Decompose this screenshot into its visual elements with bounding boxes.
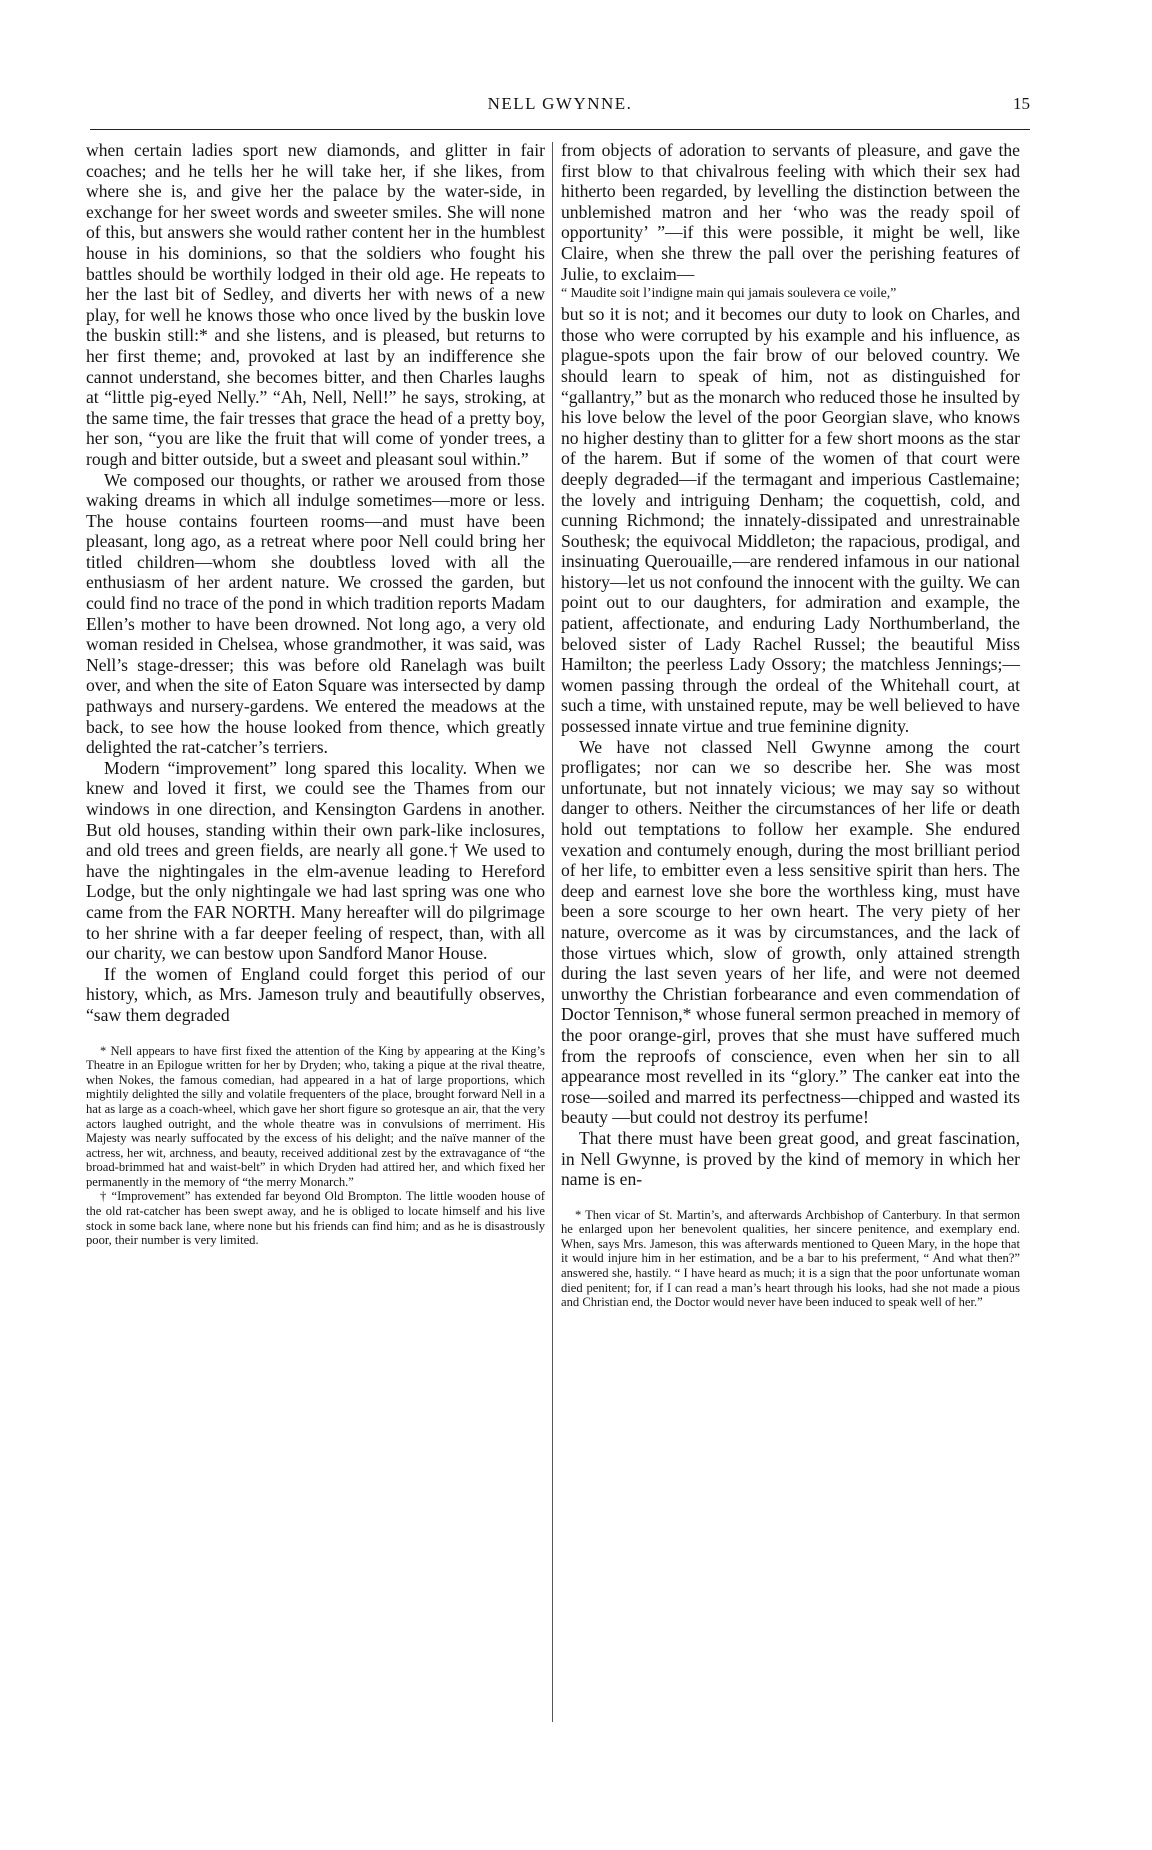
body-paragraph: from objects of adoration to servants of pleasure, and gave the first blow to that chivalrous feeling with which their sex had hitherto been regarded, by levelling the distinction between the unblemished matron and her ‘who was the ready spoil of opportunity’ ”—if this were possible, it might be well, like Claire, when she threw the pall over the perishing features of Julie, to exclaim— [561, 140, 1020, 284]
footnote: * Nell appears to have first fixed the attention of the King by appearing at the King’s Theatre in an Epilogue written for her by Dryden; who, taking a pique at the rival theatre, when Nokes, the famous comedian, had appeared in a hat of large proportions, which mightily delighted the silly and volatile frequenters of the place, brought forward Nell in a hat as large as a coach-wheel, which gave her short figure so grotesque an air, that the very actors laughed outright, and the whole theatre was in convulsions of merriment. His Majesty was nearly suffocated by the excess of his delight; and the naïve manner of the actress, her wit, archness, and beauty, received additional zest by the extravagance of “the broad-brimmed hat and waist-belt” in which Dryden had attired her, and which fixed her permanently in the memory of “the merry Monarch.” [86, 1043, 545, 1189]
body-paragraph: That there must have been great good, and great fascination, in Nell Gwynne, is proved by the kind of memory in which her name is en- [561, 1127, 1020, 1190]
footnote: * Then vicar of St. Martin’s, and afterwards Archbishop of Canterbury. In that sermon he enlarged upon her benevolent qualities, her sincere penitence, and exemplary end. When, says Mrs. Jameson, this was afterwards mentioned to Queen Mary, in the hope that it would injure him in her estimation, and be a bar to his preferment, “ And what then?” answered she, hastily. “ I have heard as much; it is a sign that the poor unfortunate woman died penitent; for, if I can read a man’s heart through his looks, had she not made a pious and Christian end, the Doctor would never have been induced to speak well of her.” [561, 1207, 1020, 1310]
right-footnotes [561, 1208, 1020, 1310]
running-header [90, 94, 1030, 122]
left-column [86, 140, 545, 1248]
body-paragraph: We have not classed Nell Gwynne among the court profligates; nor can we so describe her. She was most unfortunate, but not innately vicious; we may say so without danger to others. Neither the circumstances of her life or death hold out temptations to follow her example. She endured vexation and contumely enough, during the most brilliant period of her life, to embitter even a less sensitive spirit than hers. The deep and earnest love she bore the worthless king, must have been a sore scourge to her own heart. The very piety of her nature, overcome as it was by circumstances, and the lack of those virtues which, slow of growth, only attained strength during the last seven years of her life, and were not deemed unworthy the Christian forbearance and even commendation of Doctor Tennison,* whose funeral sermon preached in memory of the poor orange-girl, proves that she must have suffered much from the reproofs of conscience, even when her sin to all appearance most revelled in its “glory.” The canker eat into the rose—soiled and marred its perfectness—chipped and wasted its beauty —but could not destroy its perfume! [561, 736, 1020, 1128]
header-rule [90, 129, 1030, 130]
footnote: † “Improvement” has extended far beyond Old Brompton. The little wooden house of the old rat-catcher has been swept away, and he is obliged to locate himself and his live stock in some back lane, where none but his friends can find him; and as he is disastrously poor, their number is very limited. [86, 1189, 545, 1248]
running-title: NELL GWYNNE. [487, 94, 633, 113]
column-divider [552, 142, 553, 1722]
page-number: 15 [1013, 94, 1030, 113]
body-paragraph: Modern “improvement” long spared this locality. When we knew and loved it first, we could see the Thames from our windows in one direction, and Kensington Gardens in another. But old houses, standing within their own park-like inclosures, and old trees and green fields, are nearly all gone.† We used to have the nightingales in the elm-avenue leading to Hereford Lodge, but the only nightingale we had last spring was one who came from the FAR NORTH. Many hereafter will do pilgrimage to her shrine with a far deeper feeling of respect, than, with all our charity, we can bestow upon Sandford Manor House. [86, 757, 545, 964]
body-paragraph: If the women of England could forget this period of our history, which, as Mrs. Jameson truly and beautifully observes, “saw them degraded [86, 963, 545, 1025]
body-paragraph: We composed our thoughts, or rather we aroused from those waking dreams in which all indulge sometimes—more or less. The house contains fourteen rooms—and must have been pleasant, long ago, as a retreat where poor Nell could bring her titled children—whom she doubtless loved with all the enthusiasm of her ardent nature. We crossed the garden, but could find no trace of the pond in which tradition reports Madam Ellen’s mother to have been drowned. Not long ago, a very old woman resided in Chelsea, whose grandmother, it was said, was Nell’s stage-dresser; this was before old Ranelagh was built over, and when the site of Eaton Square was intersected by damp pathways and nursery-gardens. We entered the meadows at the back, to see how the house looked from thence, which greatly delighted the rat-catcher’s terriers. [86, 469, 545, 758]
french-quotation: “ Maudite soit l’indigne main qui jamais soulevera ce voile,” [561, 286, 897, 302]
right-column [561, 140, 1020, 1310]
body-paragraph: but so it is not; and it becomes our duty to look on Charles, and those who were corrupted by his example and his influence, as plague-spots upon the fair brow of our beloved country. We should learn to speak of him, not as distinguished for “gallantry,” but as the monarch who reduced those he insulted by his love below the level of the poor Georgian slave, who knows no higher destiny than to glitter for a few short moons as the star of the harem. But if some of the women of that court were deeply degraded—if the termagant and imperious Castlemaine; the lovely and intriguing Denham; the coquettish, cold, and cunning Richmond; the innately-dissipated and unrestrainable Southesk; the equivocal Middleton; the rapacious, prodigal, and insinuating Querouaille,—are rendered infamous in our national history—let us not confound the innocent with the guilty. We can point out to our daughters, for admiration and example, the patient, affectionate, and enduring Lady Northumberland, the beloved sister of Lady Rachel Russel; the beautiful Miss Hamilton; the peerless Lady Ossory; the matchless Jennings;—women passing through the ordeal of the Whitehall court, at such a time, with unstained repute, may be well believed to have possessed innate virtue and true feminine dignity. [561, 304, 1020, 737]
left-footnotes [86, 1044, 545, 1248]
body-paragraph: when certain ladies sport new diamonds, and glitter in fair coaches; and he tells her he will take her, if she likes, from where she is, and give her the palace by the water-side, in exchange for her sweet words and sweeter smiles. She will none of this, but answers she would rather content her in the humblest house in his dominions, so that the soldiers who fought his battles should be worthily lodged in their old age. He repeats to her the last bit of Sedley, and diverts her with news of a new play, for well he knows those who once lived by the buskin love the buskin still:* and she listens, and is pleased, but returns to her first theme; and, provoked at last by an indifference she cannot understand, she becomes bitter, and then Charles laughs at “little pig-eyed Nelly.” “Ah, Nell, Nell!” he says, stroking, at the same time, the fair tresses that grace the head of a pretty boy, her son, “you are like the fruit that will come of yonder trees, a rough and bitter outside, but a sweet and pleasant soul within.” [86, 140, 545, 469]
